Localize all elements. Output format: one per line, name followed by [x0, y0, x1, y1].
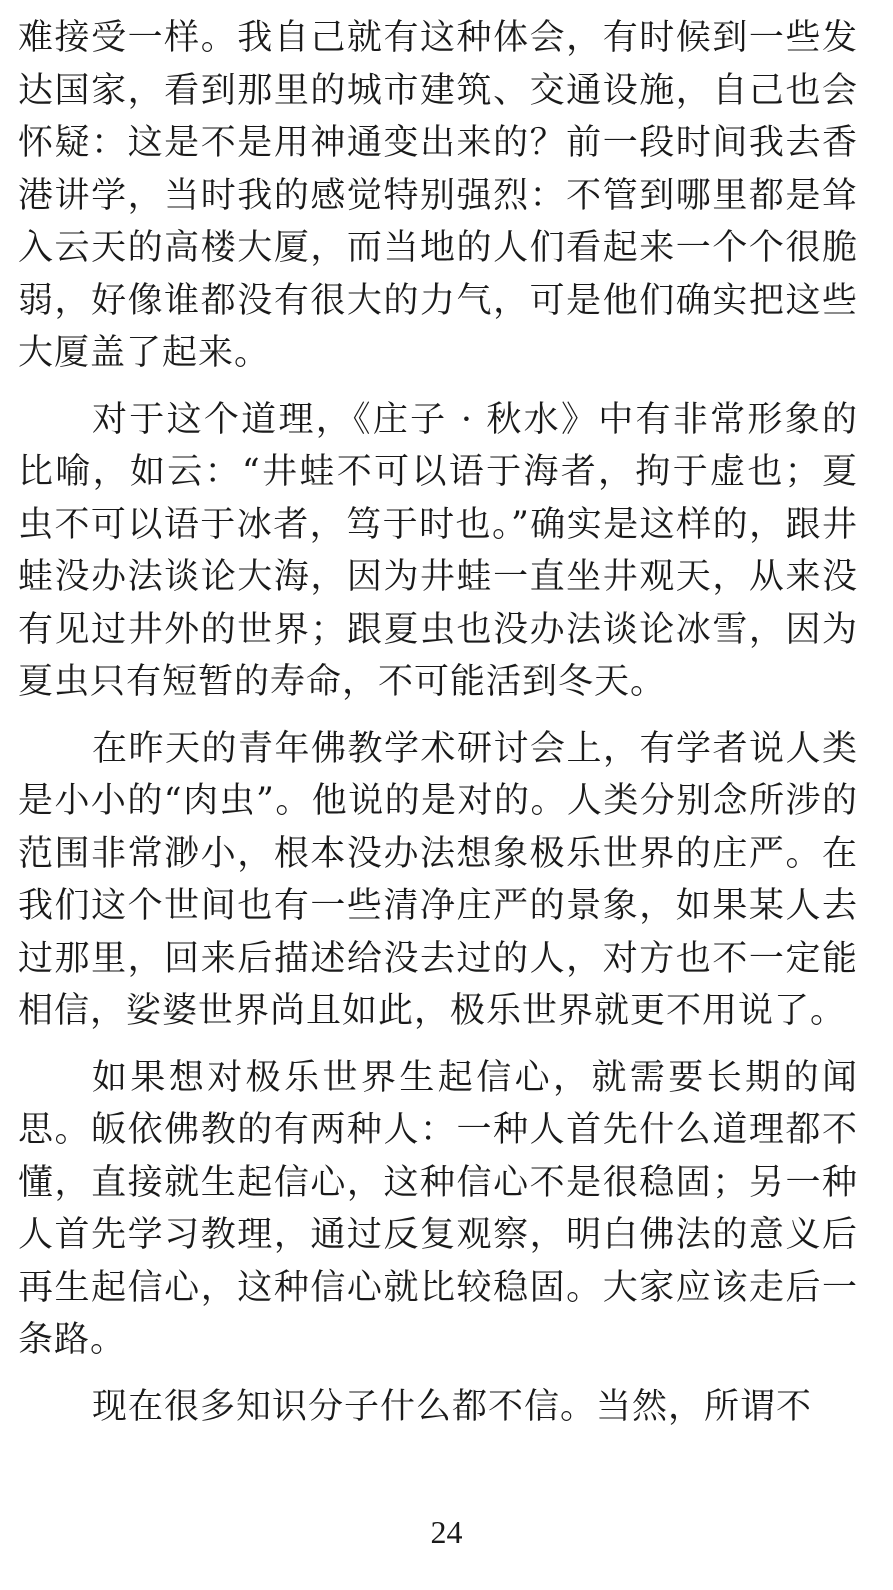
page-body [18, 12, 858, 1447]
paragraph-2: 对于这个道理，《庄子 · 秋水》中有非常形象的比喻，如云：“井蛙不可以语于海者，拘于虚也；夏虫不可以语于冰者，笃于时也。”确实是这样的，跟井蛙没办法谈论大海，因为井蛙一直坐井观天，从来没有见过井外的世界；跟夏虫也没办法谈论冰雪，因为夏虫只有短暂的寿命，不可能活到冬天。 [18, 399, 858, 702]
page-number: 24 [430, 1514, 463, 1550]
paragraph-1: 难接受一样。我自己就有这种体会，有时候到一些发达国家，看到那里的城市建筑、交通设施，自己也会怀疑：这是不是用神通变出来的？前一段时间我去香港讲学，当时我的感觉特别强烈：不管到哪里都是耸入云天的高楼大厦，而当地的人们看起来一个个很脆弱，好像谁都没有很大的力气，可是他们确实把这些大厦盖了起来。 [18, 18, 858, 373]
paragraph-4: 如果想对极乐世界生起信心，就需要长期的闻思。皈依佛教的有两种人：一种人首先什么道理都不懂，直接就生起信心，这种信心不是很稳固；另一种人首先学习教理，通过反复观察，明白佛法的意义后再生起信心，这种信心就比较稳固。大家应该走后一条路。 [18, 1057, 858, 1360]
paragraph-5: 现在很多知识分子什么都不信。当然，所谓不 [92, 1386, 813, 1427]
paragraph-3: 在昨天的青年佛教学术研讨会上，有学者说人类是小小的“肉虫”。他说的是对的。人类分别念所涉的范围非常渺小，根本没办法想象极乐世界的庄严。在我们这个世间也有一些清净庄严的景象，如果某人去过那里，回来后描述给没去过的人，对方也不一定能相信，娑婆世界尚且如此，极乐世界就更不用说了。 [18, 728, 858, 1031]
